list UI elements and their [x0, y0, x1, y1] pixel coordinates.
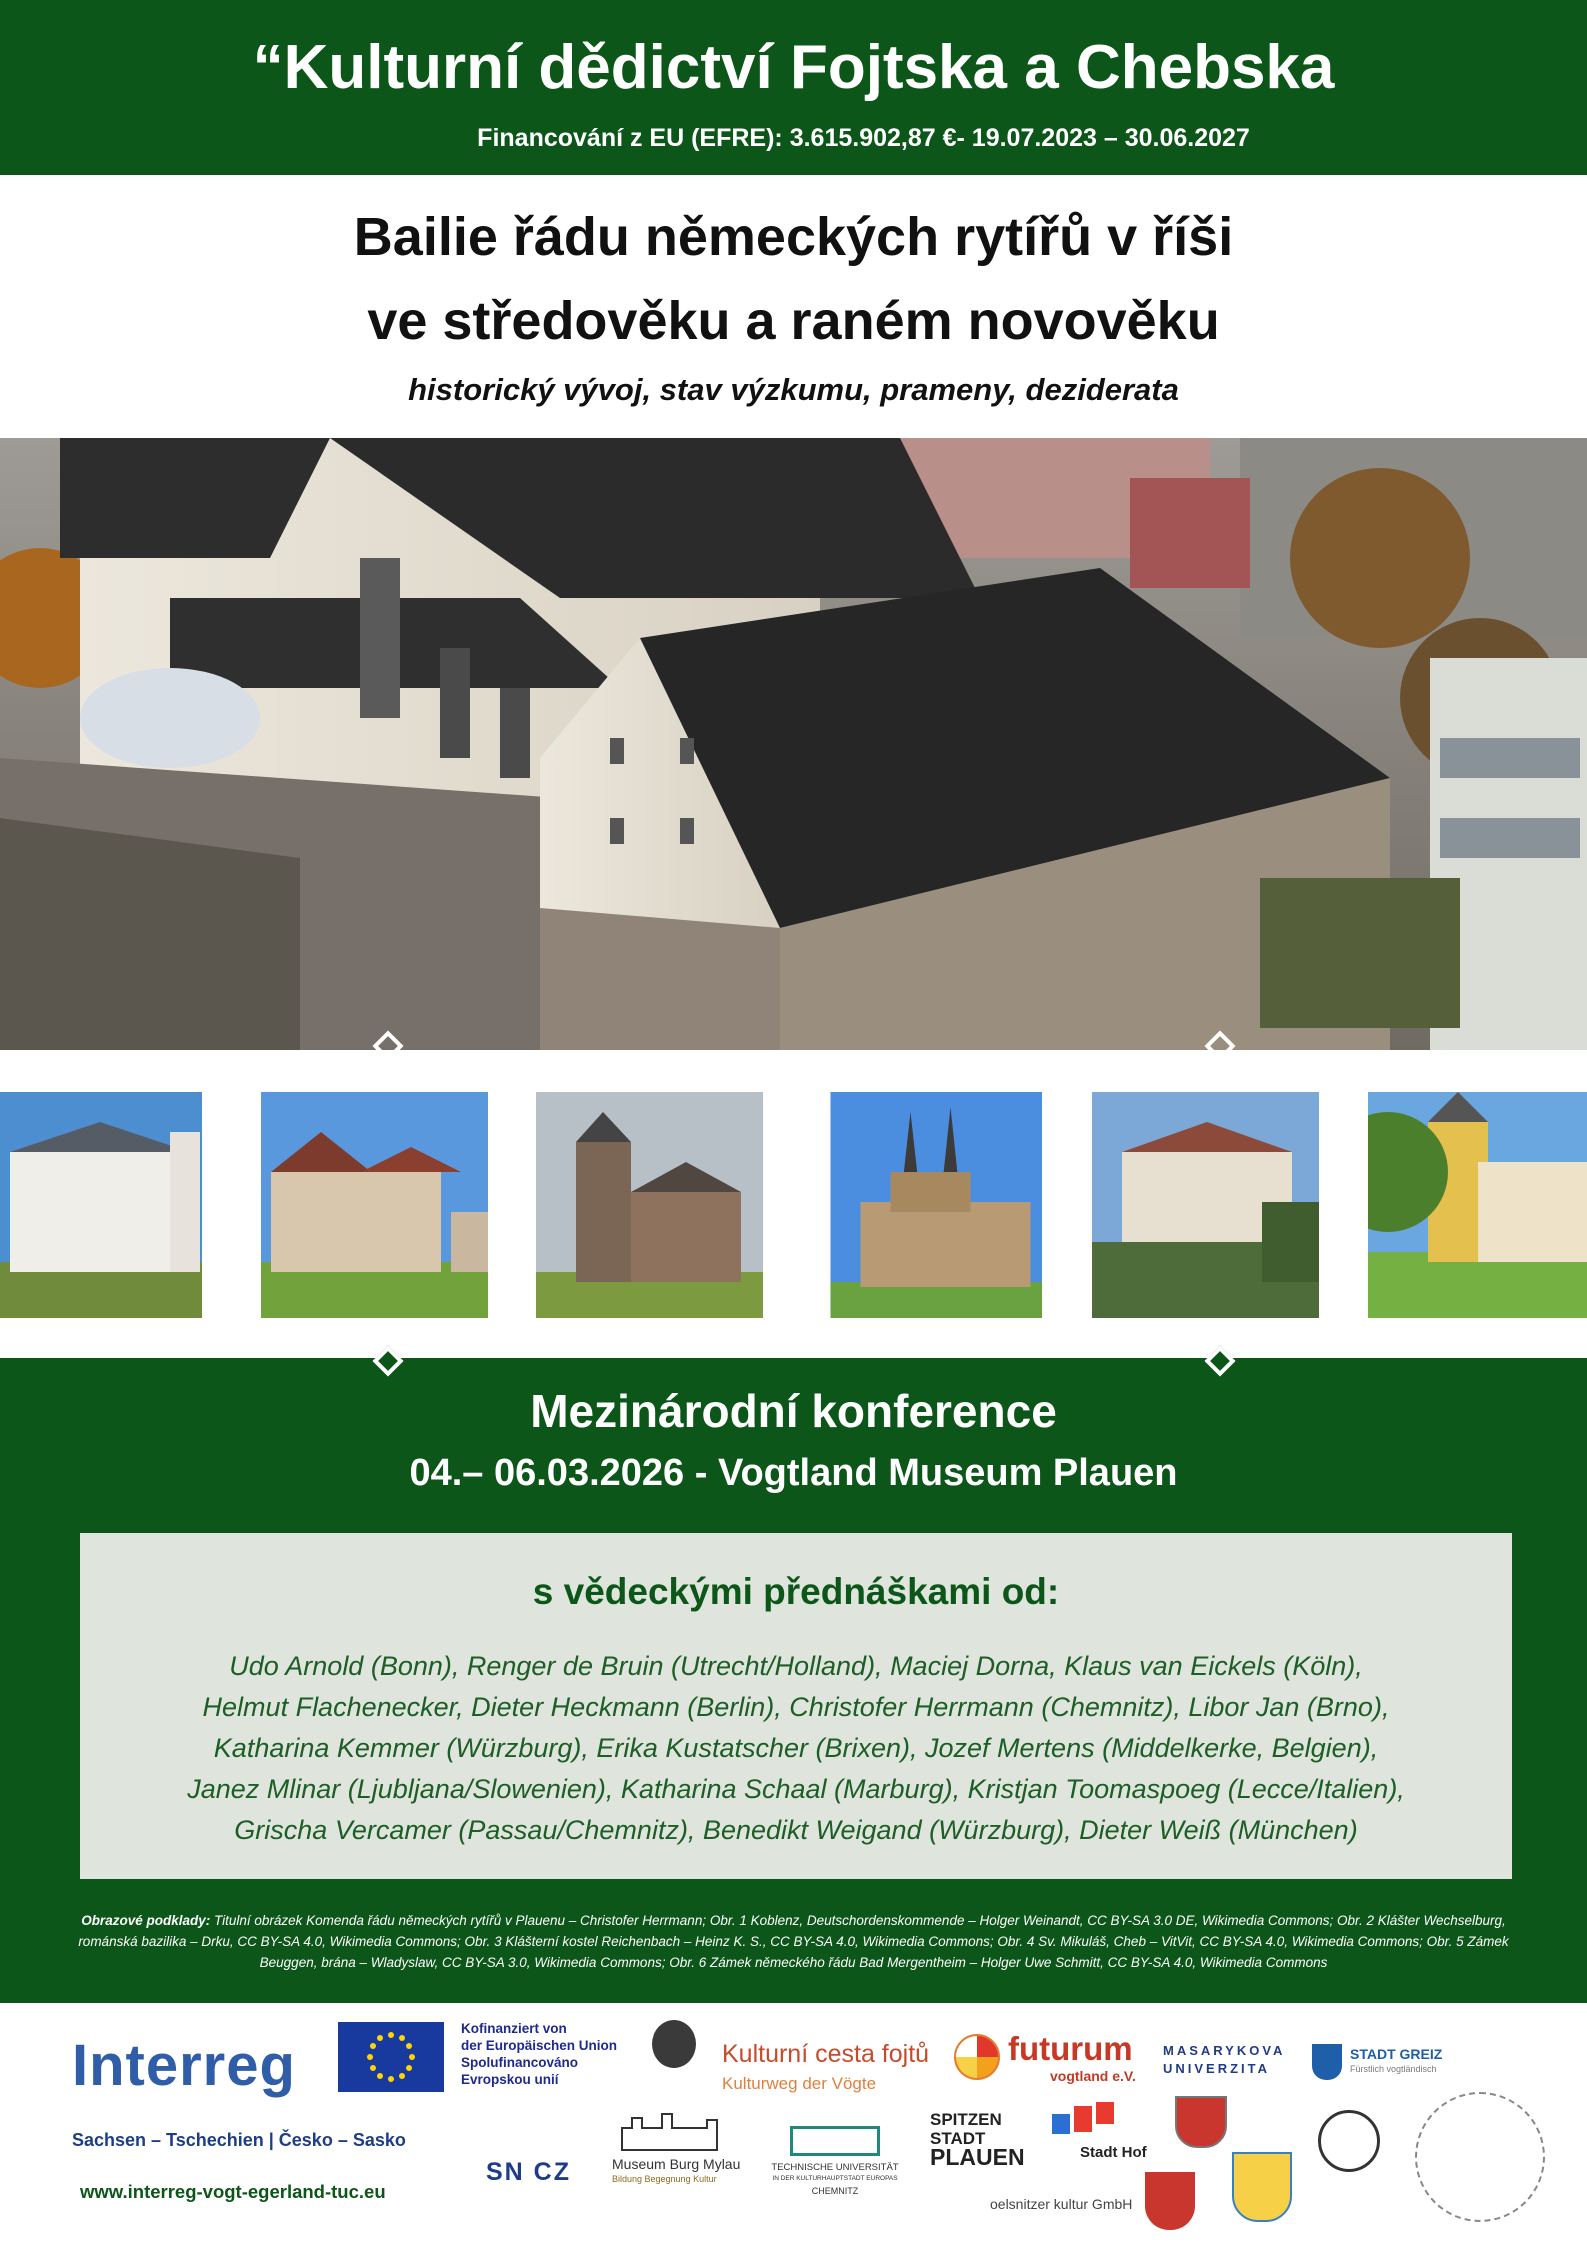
thumbnail-koblenz: [0, 1092, 202, 1318]
coat-of-arms-icon: [1175, 2096, 1227, 2148]
burg-mylau-logo: Museum Burg Mylau: [612, 2156, 741, 2172]
conference-title: Mezinárodní konference: [530, 1385, 1057, 1437]
interreg-logo: Interreg: [72, 2033, 296, 2098]
coat-of-arms-icon: [1145, 2172, 1195, 2230]
tu-chemnitz-city: CHEMNITZ: [811, 2186, 859, 2196]
spitzen-line: SPITZEN: [930, 2110, 1002, 2129]
knight-seal-icon: [1415, 2092, 1545, 2222]
kulturni-cesta-logo: Kulturní cesta fojtů: [722, 2040, 930, 2068]
thumbnail-bad-mergentheim: [1368, 1092, 1587, 1318]
tu-chemnitz-logo: TECHNISCHE UNIVERSITÄT: [771, 2162, 899, 2173]
knight-emblem-icon: [652, 2020, 696, 2068]
speaker-line: Udo Arnold (Bonn), Renger de Bruin (Utrecht/Holland), Maciej Dorna, Klaus van Eickels (Köln),: [229, 1651, 1363, 1681]
speaker-line: Helmut Flachenecker, Dieter Heckmann (Berlin), Christofer Herrmann (Chemnitz), Libor Jan (Brno),: [202, 1692, 1390, 1722]
stadt-hof-logo: Stadt Hof: [1080, 2144, 1147, 2161]
greiz-logo: STADT GREIZ: [1350, 2046, 1443, 2062]
website-link[interactable]: www.interreg-vogt-egerland-tuc.eu: [80, 2181, 386, 2202]
coat-of-arms-icon: [1232, 2152, 1292, 2222]
event-title-line2: ve středověku a raném novověku: [367, 291, 1220, 351]
spitzen-line: PLAUEN: [930, 2144, 1025, 2170]
sn-cz-logo: SN CZ: [486, 2158, 571, 2186]
greiz-shield-icon: [1312, 2044, 1342, 2080]
region-label: Sachsen – Tschechien | Česko – Sasko: [72, 2130, 406, 2150]
tu-chemnitz-icon: [790, 2126, 880, 2156]
thumbnail-wechselburg: [261, 1092, 488, 1318]
oelsnitzer-logo: oelsnitzer kultur GmbH: [990, 2196, 1133, 2212]
eu-text-line: Kofinanziert von: [461, 2021, 567, 2036]
masaryk-university-logo: MASARYKOVA UNIVERZITA: [1163, 2043, 1285, 2076]
seal-icon: [1318, 2110, 1380, 2172]
conference-date-venue: 04.– 06.03.2026 - Vogtland Museum Plauen: [409, 1452, 1178, 1494]
funding-info: Financování z EU (EFRE): 3.615.902,87 €- 19.07.2023 – 30.06.2027: [477, 124, 1250, 152]
spitzenstadt-plauen-logo: [930, 2110, 1025, 2170]
futurum-icon: [954, 2034, 1000, 2080]
burg-mylau-sub: Bildung Begegnung Kultur: [612, 2174, 717, 2184]
thumbnail-cheb: [815, 1092, 1042, 1318]
hero-image: [0, 438, 1587, 1050]
thumbnail-reichenbach: [536, 1092, 763, 1318]
eu-text-line: der Europäischen Union: [461, 2038, 618, 2053]
speaker-line: Katharina Kemmer (Würzburg), Erika Kustatscher (Brixen), Jozef Mertens (Middelkerke, Belgien),: [213, 1733, 1379, 1763]
eu-text-line: Evropskou unií: [461, 2072, 559, 2087]
credits-label: Obrazové podklady:: [81, 1913, 211, 1928]
credits-text: Titulní obrázek Komenda řádu německých rytířů v Plauenu – Christofer Herrmann; Obr. 1 Koblenz, Deutschordenskommende – Holger Weinandt, CC BY-SA 3.0 DE, Wikimedia Commons; Obr. 2 Klášter Wechselburg, románská bazilika – Drku, CC BY-SA 4.0, Wikimedia Commons; Obr. 3 Klášterní kostel Reichenbach – Heinz K. S., CC BY-SA 4.0, Wikimedia Commons; Obr. 4 Sv. Mikuláš, Cheb – VitVit, CC BY-SA 4.0, Wikimedia Commons; Obr. 5 Zámek Beuggen, brána – Wladyslaw, CC BY-SA 3.0, Wikimedia Commons; Obr. 6 Zámek německého řádu Bad Mergentheim – Holger Uwe Schmitt, CC BY-SA 4.0, Wikimedia Commons: [78, 1913, 1509, 1970]
page-title: “Kulturní dědictví Fojtska a Chebska: [252, 33, 1335, 102]
eu-flag-icon: [338, 2022, 444, 2092]
event-title-line1: Bailie řádu německých rytířů v říši: [353, 207, 1234, 267]
eu-cofinance-text: [461, 2020, 651, 2088]
spitzen-line: STADT: [930, 2129, 986, 2148]
castle-icon: [617, 2110, 737, 2152]
image-credits: [70, 1910, 1517, 1973]
speaker-line: Grischa Vercamer (Passau/Chemnitz), Benedikt Weigand (Würzburg), Dieter Weiß (München): [234, 1815, 1358, 1845]
thumbnail-beuggen: [1092, 1092, 1319, 1318]
greiz-sub: Fürstlich vogtländisch: [1350, 2064, 1437, 2074]
eu-text-line: Spolufinancováno: [461, 2055, 579, 2070]
event-subtitle: historický vývoj, stav výzkumu, prameny, deziderata: [408, 372, 1179, 407]
tu-chemnitz-sub: IN DER KULTURHAUPTSTADT EUROPAS: [772, 2175, 898, 2182]
speaker-line: Janez Mlinar (Ljubljana/Slowenien), Katharina Schaal (Marburg), Kristjan Toomaspoeg (Lecce/Italien),: [187, 1774, 1405, 1804]
futurum-sub: vogtland e.V.: [1050, 2068, 1136, 2084]
kulturweg-logo: Kulturweg der Vögte: [722, 2074, 877, 2093]
lectures-heading: s vědeckými přednáškami od:: [532, 1571, 1060, 1612]
futurum-logo: futurum: [1008, 2030, 1133, 2067]
stadt-hof-icon: [1048, 2100, 1118, 2140]
